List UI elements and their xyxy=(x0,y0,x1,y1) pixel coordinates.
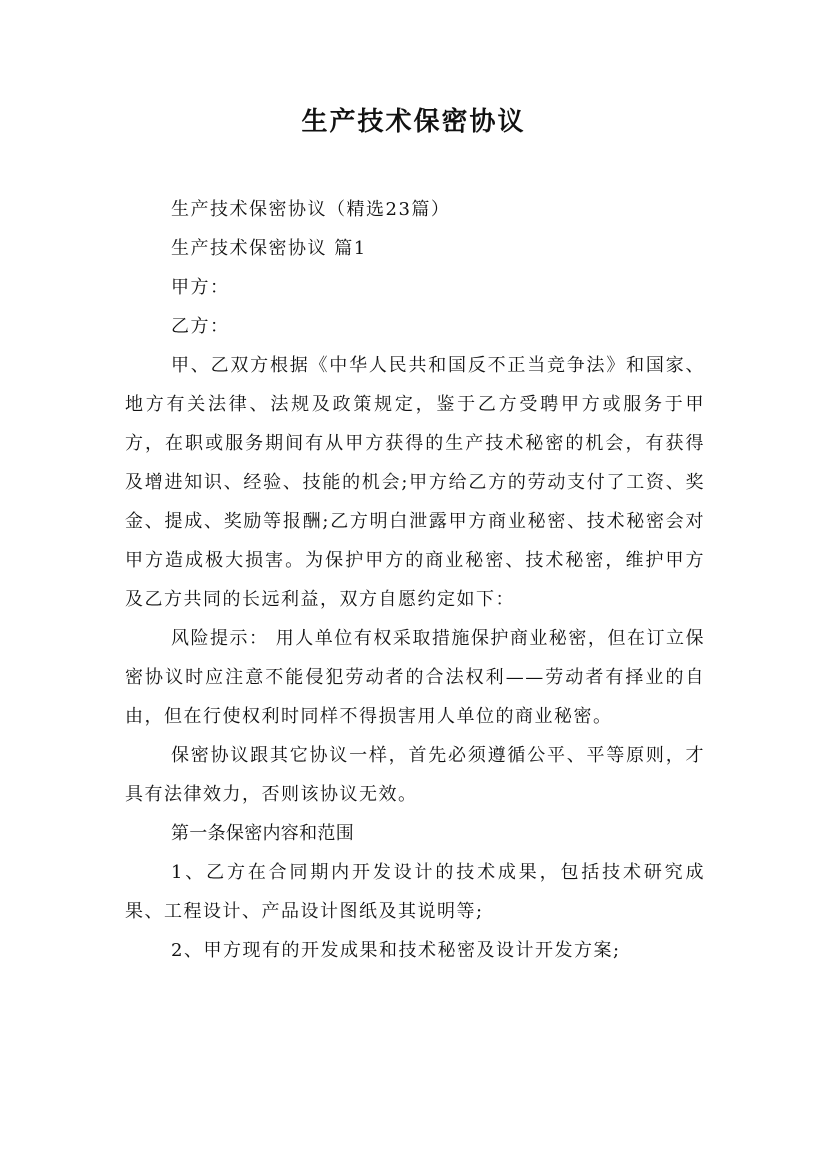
risk-notice-paragraph: 风险提示： 用人单位有权采取措施保护商业秘密，但在订立保密协议时应注意不能侵犯劳动者的合法权利——劳动者有择业的自由，但在行使权利时同样不得损害用人单位的商业秘密。 xyxy=(125,628,705,727)
document-body xyxy=(125,190,705,970)
party-b-line: 乙方： xyxy=(171,316,230,337)
clause-item: 1、乙方在合同期内开发设计的技术成果，包括技术研究成果、工程设计、产品设计图纸及其说明等; xyxy=(125,862,705,922)
clause-item: 2、甲方现有的开发成果和技术秘密及设计开发方案; xyxy=(171,940,621,961)
principle-paragraph: 保密协议跟其它协议一样，首先必须遵循公平、平等原则，才具有法律效力，否则该协议无效。 xyxy=(125,745,705,805)
section-heading: 生产技术保密协议 篇1 xyxy=(171,238,367,259)
article-one-heading: 第一条保密内容和范围 xyxy=(171,823,354,844)
document-title: 生产技术保密协议 xyxy=(301,107,526,137)
subtitle-paragraph: 生产技术保密协议（精选23篇） xyxy=(171,199,451,220)
preamble-paragraph: 甲、乙双方根据《中华人民共和国反不正当竞争法》和国家、地方有关法律、法规及政策规定，鉴于乙方受聘甲方或服务于甲方，在职或服务期间有从甲方获得的生产技术秘密的机会，有获得及增进知识、经验、技能的机会;甲方给乙方的劳动支付了工资、奖金、提成、奖励等报酬;乙方明白泄露甲方商业秘密、技术秘密会对甲方造成极大损害。为保护甲方的商业秘密、技术秘密，维护甲方及乙方共同的长远利益，双方自愿约定如下： xyxy=(125,355,705,610)
party-a-line: 甲方： xyxy=(171,277,230,298)
